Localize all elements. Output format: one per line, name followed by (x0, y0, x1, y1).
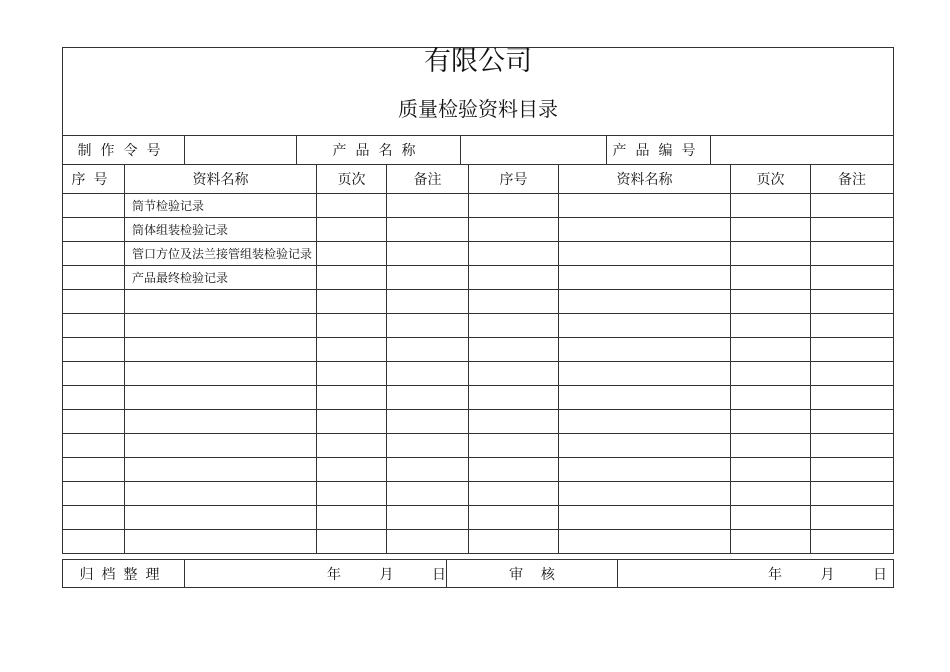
remark-cell-right[interactable] (811, 458, 894, 482)
name-cell-right[interactable] (559, 458, 731, 482)
table-header-row (63, 165, 894, 194)
page-cell[interactable] (317, 338, 387, 362)
page-cell[interactable] (317, 218, 387, 242)
seq-cell[interactable] (63, 218, 125, 242)
remark-cell-right[interactable] (811, 386, 894, 410)
header-seq-right: 序号 (469, 165, 559, 194)
seq-cell-right[interactable] (469, 362, 559, 386)
page-cell[interactable] (317, 194, 387, 218)
remark-cell-right[interactable] (811, 338, 894, 362)
name-cell[interactable]: 管口方位及法兰接管组装检验记录 (125, 242, 317, 266)
page-cell[interactable] (317, 458, 387, 482)
header-name-left: 资料名称 (125, 165, 317, 194)
table-row (63, 434, 894, 458)
remark-cell[interactable] (387, 530, 469, 554)
document-title: 质量检验资料目录 (398, 97, 558, 121)
title-block (62, 47, 894, 136)
name-cell[interactable] (125, 290, 317, 314)
seq-cell[interactable] (63, 266, 125, 290)
page-cell[interactable] (317, 506, 387, 530)
remark-cell[interactable] (387, 266, 469, 290)
page-cell-right[interactable] (731, 434, 811, 458)
name-cell-right[interactable] (559, 530, 731, 554)
remark-cell-right[interactable] (811, 242, 894, 266)
seq-cell-right[interactable] (469, 194, 559, 218)
remark-cell-right[interactable] (811, 218, 894, 242)
table-row (63, 410, 894, 434)
seq-cell[interactable] (63, 482, 125, 506)
page-cell-right[interactable] (731, 338, 811, 362)
name-cell[interactable] (125, 338, 317, 362)
remark-cell-right[interactable] (811, 266, 894, 290)
name-cell-right[interactable] (559, 266, 731, 290)
company-name: 有限公司 (424, 46, 532, 77)
archive-label: 归档整理 (63, 560, 185, 588)
seq-cell-right[interactable] (469, 338, 559, 362)
name-cell[interactable] (125, 434, 317, 458)
page-cell[interactable] (317, 314, 387, 338)
remark-cell-right[interactable] (811, 434, 894, 458)
seq-cell-right[interactable] (469, 434, 559, 458)
table-row (63, 338, 894, 362)
name-cell-right[interactable] (559, 218, 731, 242)
archive-month-label: 月 (379, 566, 394, 583)
seq-cell-right[interactable] (469, 482, 559, 506)
product-name-label: 产品名称 (297, 136, 461, 165)
page-cell-right[interactable] (731, 194, 811, 218)
table-row (63, 218, 894, 242)
name-cell-right[interactable] (559, 410, 731, 434)
page-cell-right[interactable] (731, 386, 811, 410)
remark-cell-right[interactable] (811, 410, 894, 434)
remark-cell-right[interactable] (811, 530, 894, 554)
seq-cell-right[interactable] (469, 242, 559, 266)
remark-cell[interactable] (387, 218, 469, 242)
name-cell[interactable]: 筒节检验记录 (125, 194, 317, 218)
remark-cell-right[interactable] (811, 506, 894, 530)
page-cell-right[interactable] (731, 482, 811, 506)
remark-cell[interactable] (387, 386, 469, 410)
name-cell[interactable] (125, 482, 317, 506)
remark-cell[interactable] (387, 506, 469, 530)
seq-cell[interactable] (63, 506, 125, 530)
header-remark-right: 备注 (811, 165, 894, 194)
remark-cell[interactable] (387, 338, 469, 362)
name-cell[interactable] (125, 362, 317, 386)
page-cell-right[interactable] (731, 410, 811, 434)
header-page-left: 页次 (317, 165, 387, 194)
remark-cell[interactable] (387, 290, 469, 314)
table-row (63, 242, 894, 266)
review-month-label: 月 (820, 566, 835, 583)
name-cell[interactable]: 产品最终检验记录 (125, 266, 317, 290)
seq-cell[interactable] (63, 362, 125, 386)
name-cell[interactable] (125, 410, 317, 434)
archive-year-label: 年 (327, 566, 342, 583)
product-name-field[interactable] (461, 136, 607, 165)
name-cell-right[interactable] (559, 194, 731, 218)
name-cell-right[interactable] (559, 506, 731, 530)
product-code-field[interactable] (711, 136, 894, 165)
remark-cell-right[interactable] (811, 290, 894, 314)
remark-cell-right[interactable] (811, 362, 894, 386)
table-row (63, 458, 894, 482)
name-cell-right[interactable] (559, 290, 731, 314)
review-year-label: 年 (768, 566, 783, 583)
page-cell[interactable] (317, 482, 387, 506)
name-cell-right[interactable] (559, 482, 731, 506)
seq-cell[interactable] (63, 386, 125, 410)
remark-cell-right[interactable] (811, 314, 894, 338)
seq-cell-right[interactable] (469, 506, 559, 530)
remark-cell[interactable] (387, 458, 469, 482)
seq-cell[interactable] (63, 410, 125, 434)
remark-cell[interactable] (387, 410, 469, 434)
page-cell-right[interactable] (731, 506, 811, 530)
review-day-label: 日 (872, 566, 887, 583)
name-cell[interactable] (125, 530, 317, 554)
header-seq-left: 序号 (63, 165, 125, 194)
seq-cell-right[interactable] (469, 266, 559, 290)
page-cell[interactable] (317, 290, 387, 314)
review-date-field[interactable] (618, 560, 894, 588)
inspection-form (62, 47, 893, 588)
name-cell[interactable] (125, 458, 317, 482)
remark-cell[interactable] (387, 242, 469, 266)
seq-cell[interactable] (63, 290, 125, 314)
page-cell-right[interactable] (731, 362, 811, 386)
header-remark-left: 备注 (387, 165, 469, 194)
page-cell-right[interactable] (731, 242, 811, 266)
name-cell-right[interactable] (559, 314, 731, 338)
table-row (63, 290, 894, 314)
name-cell[interactable] (125, 506, 317, 530)
remark-cell[interactable] (387, 194, 469, 218)
remark-cell-right[interactable] (811, 194, 894, 218)
header-page-right: 页次 (731, 165, 811, 194)
table-row (63, 314, 894, 338)
seq-cell[interactable] (63, 530, 125, 554)
document-list-table (62, 164, 894, 554)
table-row (63, 530, 894, 554)
review-label (447, 560, 618, 588)
table-row (63, 362, 894, 386)
name-cell-right[interactable] (559, 434, 731, 458)
archive-day-label: 日 (431, 566, 446, 583)
page-cell-right[interactable] (731, 290, 811, 314)
remark-cell[interactable] (387, 434, 469, 458)
seq-cell-right[interactable] (469, 314, 559, 338)
name-cell-right[interactable] (559, 386, 731, 410)
seq-cell[interactable] (63, 314, 125, 338)
seq-cell[interactable] (63, 242, 125, 266)
info-row-table (62, 135, 894, 165)
name-cell-right[interactable] (559, 338, 731, 362)
order-number-label: 制作令号 (63, 136, 185, 165)
header-name-right: 资料名称 (559, 165, 731, 194)
remark-cell[interactable] (387, 362, 469, 386)
seq-cell[interactable] (63, 194, 125, 218)
table-row (63, 194, 894, 218)
table-row (63, 506, 894, 530)
archive-date-field[interactable] (185, 560, 447, 588)
seq-cell-right[interactable] (469, 290, 559, 314)
name-cell[interactable]: 筒体组装检验记录 (125, 218, 317, 242)
footer-table (62, 559, 894, 588)
page-cell-right[interactable] (731, 266, 811, 290)
name-cell-right[interactable] (559, 362, 731, 386)
remark-cell-right[interactable] (811, 482, 894, 506)
page-cell[interactable] (317, 410, 387, 434)
page-cell[interactable] (317, 386, 387, 410)
page-cell-right[interactable] (731, 458, 811, 482)
product-code-label: 产品编号 (607, 136, 711, 165)
seq-cell-right[interactable] (469, 218, 559, 242)
seq-cell[interactable] (63, 458, 125, 482)
name-cell-right[interactable] (559, 242, 731, 266)
page-cell[interactable] (317, 266, 387, 290)
page-cell-right[interactable] (731, 218, 811, 242)
order-number-field[interactable] (185, 136, 297, 165)
page-cell[interactable] (317, 530, 387, 554)
page-cell[interactable] (317, 362, 387, 386)
seq-cell[interactable] (63, 434, 125, 458)
remark-cell[interactable] (387, 482, 469, 506)
name-cell[interactable] (125, 386, 317, 410)
seq-cell-right[interactable] (469, 530, 559, 554)
seq-cell-right[interactable] (469, 458, 559, 482)
seq-cell[interactable] (63, 338, 125, 362)
table-row (63, 386, 894, 410)
page-cell-right[interactable] (731, 530, 811, 554)
page-cell-right[interactable] (731, 314, 811, 338)
review-label-text: 审 核 (509, 566, 555, 583)
seq-cell-right[interactable] (469, 386, 559, 410)
remark-cell[interactable] (387, 314, 469, 338)
table-row (63, 482, 894, 506)
page-cell[interactable] (317, 434, 387, 458)
table-row (63, 266, 894, 290)
page-cell[interactable] (317, 242, 387, 266)
seq-cell-right[interactable] (469, 410, 559, 434)
name-cell[interactable] (125, 314, 317, 338)
